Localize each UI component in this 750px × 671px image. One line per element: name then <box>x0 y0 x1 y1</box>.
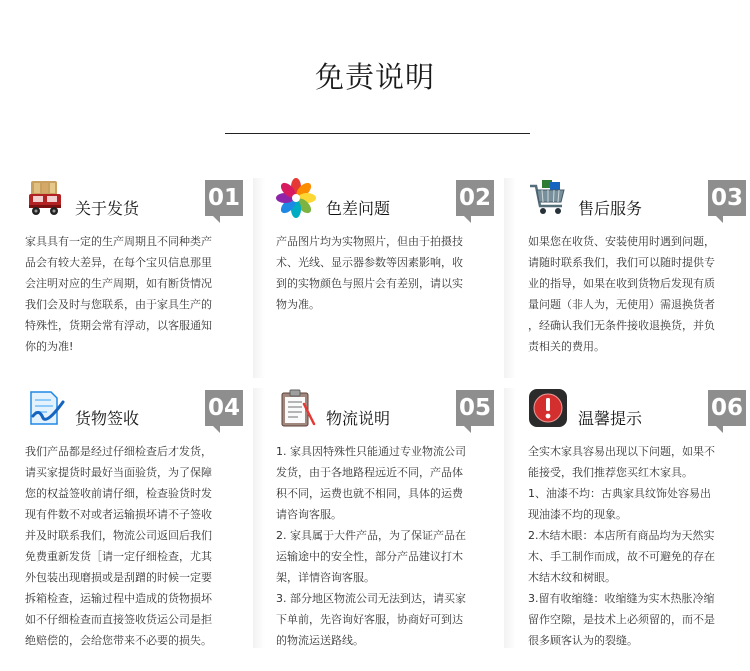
truck-icon <box>25 178 65 218</box>
card-line: 术、光线、显示器参数等因素影响，收 <box>276 256 463 269</box>
card-shadow <box>504 178 516 378</box>
card-shadow <box>504 388 516 648</box>
card-body <box>276 231 504 315</box>
card-line: 会注明对应的生产周期，如有断货情况 <box>25 277 212 290</box>
card-title: 货物签收 <box>75 409 140 428</box>
card-line: 品会有较大差异，在每个宝贝信息那里 <box>25 256 212 269</box>
card-line: 业的指导，如果在收到货物后发现有质 <box>528 277 715 290</box>
card-line: 如不仔细检查而直接签收货运公司是拒 <box>25 613 212 626</box>
card-line: 家具具有一定的生产周期且不同种类产 <box>25 235 212 248</box>
shopping-cart-icon <box>528 178 568 218</box>
card-number-badge: 06 <box>708 390 746 426</box>
card-line: 请随时联系我们，我们可以随时提供专 <box>528 256 715 269</box>
card-line: 到的实物颜色与照片会有差别，请以实 <box>276 277 463 290</box>
card-line: ，经确认我们无条件接收退换货，并负 <box>528 319 715 332</box>
card-body <box>25 231 253 357</box>
card-title: 关于发货 <box>75 199 140 218</box>
sign-document-icon <box>25 388 65 428</box>
card-line: 特殊性，货期会常有浮动，以客服通知 <box>25 319 212 332</box>
card-line: 物为准。 <box>276 298 320 311</box>
card-line: 免费重新发货［请一定仔细检查，尤其 <box>25 550 212 563</box>
card-line: 木结木纹和树眼。 <box>528 571 616 584</box>
card-line: 留作空隙，是技术上必须留的，而不是 <box>528 613 715 626</box>
card-number-badge: 05 <box>456 390 494 426</box>
card-shadow <box>253 178 265 378</box>
card-line: 1、油漆不均：古典家具纹饰处容易出 <box>528 487 711 500</box>
card-logistics <box>276 388 504 651</box>
card-title: 色差问题 <box>326 199 391 218</box>
card-line: 并及时联系我们，物流公司返回后我们 <box>25 529 212 542</box>
card-body <box>528 231 750 357</box>
card-shipping <box>25 178 253 357</box>
warning-icon <box>528 388 568 428</box>
color-wheel-icon <box>276 178 316 218</box>
card-line: 2.木结木眼：本店所有商品均为天然实 <box>528 529 715 542</box>
card-line: 外包装出现磨损或是刮蹭的时候一定要 <box>25 571 212 584</box>
card-line: 发货，由于各地路程远近不同，产品体 <box>276 466 463 479</box>
card-line: 量问题（非人为，无使用）需退换货者 <box>528 298 715 311</box>
card-number-badge: 03 <box>708 180 746 216</box>
card-line: 架，详情咨询客服。 <box>276 571 375 584</box>
card-body <box>528 441 750 651</box>
card-line: 请买家提货时最好当面验货，为了保障 <box>25 466 212 479</box>
card-line: 我们产品都是经过仔细检查后才发货， <box>25 445 212 458</box>
card-line: 您的权益签收前请仔细，检查验货时发 <box>25 487 212 500</box>
page-title: 免责说明 <box>314 60 435 94</box>
card-line: 3.留有收缩缝：收缩缝为实木热胀冷缩 <box>528 592 715 605</box>
card-goods-receipt <box>25 388 253 651</box>
card-title: 温馨提示 <box>578 409 643 428</box>
card-body <box>25 441 253 651</box>
card-number-badge: 04 <box>205 390 243 426</box>
card-line: 我们会及时与您联系，由于家具生产的 <box>25 298 212 311</box>
card-line: 你的为准! <box>25 340 74 353</box>
card-line: 能接受，我们推荐您买红木家具。 <box>528 466 693 479</box>
card-line: 请咨询客服。 <box>276 508 342 521</box>
card-after-sales <box>528 178 750 357</box>
card-line: 很多顾客认为的裂缝。 <box>528 634 638 647</box>
title-divider <box>225 133 530 134</box>
card-line: 现有件数不对或者运输损坏请不子签收 <box>25 508 212 521</box>
card-color-difference <box>276 178 504 315</box>
card-shadow <box>253 388 265 648</box>
card-number-badge: 02 <box>456 180 494 216</box>
card-line: 如果您在收货、安装使用时遇到问题， <box>528 235 715 248</box>
card-line: 2. 家具属于大件产品，为了保证产品在 <box>276 529 466 542</box>
card-number-badge: 01 <box>205 180 243 216</box>
clipboard-icon <box>276 388 316 428</box>
card-line: 责相关的费用。 <box>528 340 605 353</box>
card-line: 木、手工制作而成，故不可避免的存在 <box>528 550 715 563</box>
card-line: 现油漆不均的现象。 <box>528 508 627 521</box>
card-title: 物流说明 <box>326 409 391 428</box>
card-line: 运输途中的安全性，部分产品建议打木 <box>276 550 463 563</box>
card-reminder <box>528 388 750 651</box>
card-body <box>276 441 504 651</box>
card-line: 绝赔偿的，会给您带来不必要的损失。 <box>25 634 212 647</box>
card-line: 的物流运送路线。 <box>276 634 364 647</box>
card-line: 全实木家具容易出现以下问题，如果不 <box>528 445 715 458</box>
card-line: 拆箱检查，运输过程中造成的货物损坏 <box>25 592 212 605</box>
card-line: 1. 家具因特殊性只能通过专业物流公司 <box>276 445 466 458</box>
card-line: 下单前，先咨询好客服，协商好可到达 <box>276 613 463 626</box>
card-line: 3. 部分地区物流公司无法到达，请买家 <box>276 592 466 605</box>
card-line: 积不同，运费也就不相同，具体的运费 <box>276 487 463 500</box>
card-title: 售后服务 <box>578 199 643 218</box>
card-line: 产品图片均为实物照片，但由于拍摄技 <box>276 235 463 248</box>
